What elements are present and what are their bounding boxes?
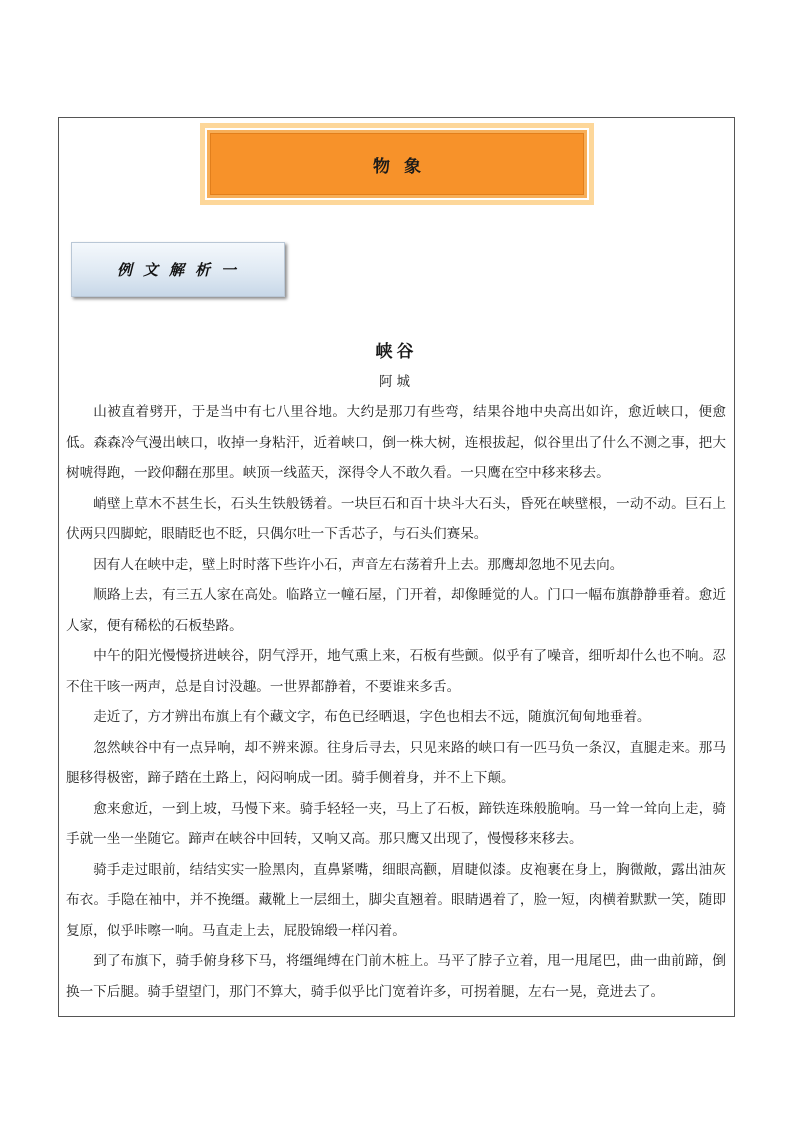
paragraph: 山被直着劈开，于是当中有七八里谷地。大约是那刀有些弯，结果谷地中央高出如许，愈近峡口，便愈低。森森冷气漫出峡口，收掉一身粘汗，近着峡口，倒一株大树，连根拔起，似谷里出了什么不测之事，把大树唬得跑，一跤仰翻在那里。峡顶一线蓝天，深得令人不敢久看。一只鹰在空中移来移去。 (66, 404, 726, 481)
paragraph: 到了布旗下，骑手俯身移下马，将缰绳缚在门前木桩上。马平了脖子立着，甩一甩尾巴，曲一曲前蹄，倒换一下后腿。骑手望望门，那门不算大，骑手似乎比门宽着许多，可拐着腿，左右一晃，竟进去了。 (66, 953, 726, 1000)
paragraph: 峭壁上草木不甚生长，石头生铁般锈着。一块巨石和百十块斗大石头，昏死在峡壁根，一动不动。巨石上伏两只四脚蛇，眼睛眨也不眨，只偶尔吐一下舌芯子，与石头们赛呆。 (66, 495, 726, 542)
paragraph: 中午的阳光慢慢挤进峡谷，阴气浮开，地气熏上来，石板有些颤。似乎有了噪音，细听却什么也不响。忍不住干咳一两声，总是自讨没趣。一世界都静着，不要谁来多舌。 (66, 648, 726, 695)
paragraph: 顺路上去，有三五人家在高处。临路立一幢石屋，门开着，却像睡觉的人。门口一幅布旗静静垂着。愈近人家，便有稀松的石板垫路。 (66, 587, 726, 634)
paragraph: 走近了，方才辨出布旗上有个藏文字，布色已经晒退，字色也相去不远，随旗沉甸甸地垂着。 (93, 709, 651, 725)
title-banner-border (205, 128, 589, 200)
paragraph: 骑手走过眼前，结结实实一脸黑肉，直鼻紧嘴，细眼高颧，眉睫似漆。皮袍裹在身上，胸微敞，露出油灰布衣。手隐在袖中，并不挽缰。藏靴上一层细土，脚尖直翘着。眼睛遇着了，脸一短，肉横着默默一笑，随即复原，似乎咔嚓一响。马直走上去，屁股锦缎一样闪着。 (66, 861, 726, 939)
title-banner (200, 123, 594, 205)
essay-body (66, 397, 726, 1007)
essay-author: 阿城 (379, 374, 414, 390)
paragraph: 忽然峡谷中有一点异响，却不辨来源。往身后寻去，只见来路的峡口有一匹马负一条汉，直腿走来。那马腿移得极密，蹄子踏在土路上，闷闷响成一团。骑手侧着身，并不上下颠。 (66, 739, 726, 786)
paragraph: 愈来愈近，一到上坡，马慢下来。骑手轻轻一夹，马上了石板，蹄铁连珠般脆响。马一耸一耸向上走，骑手就一坐一坐随它。蹄声在峡谷中回转，又响又高。那只鹰又出现了，慢慢移来移去。 (66, 800, 726, 847)
paragraph: 因有人在峡中走，壁上时时落下些许小石，声音左右荡着升上去。那鹰却忽地不见去向。 (93, 556, 624, 573)
example-analysis-tag: 例文解析一 (71, 242, 285, 297)
section-heading: 物象 (210, 133, 584, 195)
essay-title: 峡谷 (375, 342, 418, 362)
